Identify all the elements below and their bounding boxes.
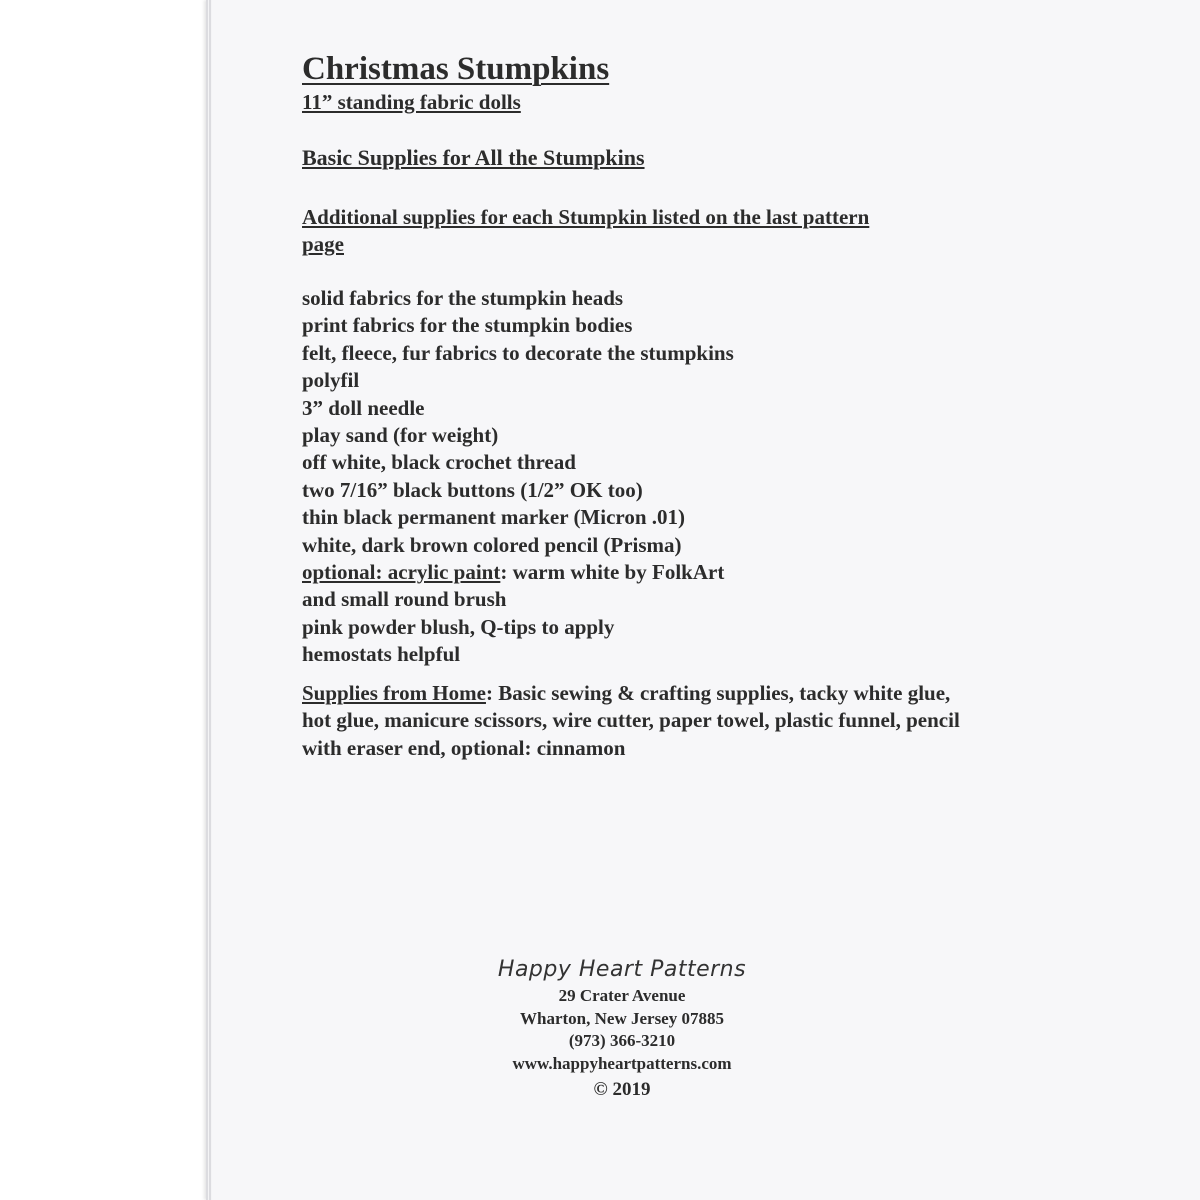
optional-paint-text: : warm white by FolkArt xyxy=(500,560,725,585)
publisher-footer xyxy=(422,955,822,1103)
supply-item: play sand (for weight) xyxy=(302,423,499,448)
section-heading: Basic Supplies for All the Stumpkins xyxy=(302,145,645,170)
page-subtitle: 11” standing fabric dolls xyxy=(302,90,521,114)
home-supplies-text: : Basic sewing & crafting supplies, tacky white glue, hot glue, manicure scissors, wire cutter, paper towel, plastic funnel, pencil with eraser end, optional: cinnamon xyxy=(302,681,960,760)
page-title: Christmas Stumpkins xyxy=(302,51,610,87)
supply-item: two 7/16” black buttons (1/2” OK too) xyxy=(302,477,643,502)
supply-item: and small round brush xyxy=(302,587,507,612)
optional-paint-item xyxy=(302,559,734,586)
supply-item: polyfil xyxy=(302,368,360,393)
supply-item: print fabrics for the stumpkin bodies xyxy=(302,313,633,338)
copyright-notice: © 2019 xyxy=(593,1079,651,1100)
supply-item: hemostats helpful xyxy=(302,642,461,667)
supply-item: pink powder blush, Q-tips to apply xyxy=(302,614,615,639)
supply-item: off white, black crochet thread xyxy=(302,450,576,475)
publisher-brand: Happy Heart Patterns xyxy=(497,957,747,982)
home-supplies-label: Supplies from Home xyxy=(302,681,486,705)
supply-list xyxy=(302,285,734,669)
additional-supplies-note: Additional supplies for each Stumpkin listed on the last pattern page xyxy=(302,205,870,256)
page-edge xyxy=(206,0,208,1200)
supply-item: white, dark brown colored pencil (Prisma) xyxy=(302,532,682,557)
publisher-website: www.happyheartpatterns.com xyxy=(512,1053,732,1073)
supply-item: felt, fleece, fur fabrics to decorate the stumpkins xyxy=(302,340,734,365)
publisher-address: 29 Crater Avenue xyxy=(558,986,686,1005)
publisher-phone: (973) 366-3210 xyxy=(568,1031,676,1050)
optional-paint-label: optional: acrylic paint xyxy=(302,560,501,585)
pattern-page xyxy=(212,0,1200,1200)
home-supplies-paragraph xyxy=(302,680,962,762)
page-edge xyxy=(209,0,211,1200)
supply-item: solid fabrics for the stumpkin heads xyxy=(302,286,624,310)
publisher-city: Wharton, New Jersey 07885 xyxy=(520,1008,724,1028)
supply-item: 3” doll needle xyxy=(302,395,425,420)
supply-item: thin black permanent marker (Micron .01) xyxy=(302,505,686,530)
